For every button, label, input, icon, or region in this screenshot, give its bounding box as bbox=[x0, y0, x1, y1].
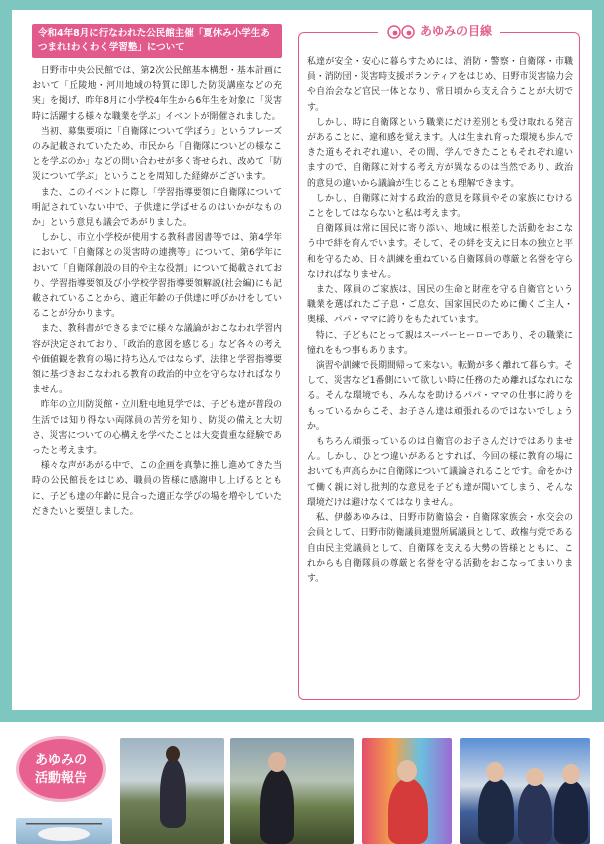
badge-line-1: あゆみの bbox=[34, 753, 87, 768]
activity-photo-2 bbox=[230, 738, 354, 844]
helicopter-icon bbox=[16, 818, 112, 844]
eyes-icon bbox=[386, 24, 416, 40]
article-title: 令和4年8月に行なわれた公民館主催「夏休み小学生あつまれ!わくわく学習塾」について bbox=[32, 24, 282, 58]
opinion-body bbox=[307, 55, 573, 587]
opinion-title: あゆみの目線 bbox=[419, 24, 492, 38]
left-paragraph-6: 昨年の立川防災館・立川駐屯地見学では、子ども達が普段の生活では知り得ない両隊員の苦労を知り、防災の備えと大切さ、災害についての心構えを学べたことは大変貴重な経験であったと考えます。 bbox=[32, 400, 282, 457]
opinion-header bbox=[299, 19, 579, 45]
activity-photo-4 bbox=[460, 738, 590, 844]
activity-photo-1 bbox=[120, 738, 224, 844]
right-paragraph-6: 特に、子どもにとって親はスーパーヒーローであり、その職業に憧れをもつ事もあります。 bbox=[307, 330, 573, 356]
right-paragraph-3: しかし、自衛隊に対する政治的意見を隊員やその家族にむけることをしてはならないと私は考えます。 bbox=[307, 193, 573, 220]
left-body bbox=[32, 64, 282, 520]
helicopter-photo bbox=[16, 818, 112, 844]
left-paragraph-2: 当初、募集要項に「自衛隊について学ぼう」というフレーズのみ記載されていたため、市民から「自衛隊についどの様なことを学ぶのか」などの問い合わせが多く寄せられ、改めて「防災について学ぶ」ということを周知した経緯がございます。 bbox=[32, 126, 282, 183]
right-paragraph-7: 演習や訓練で長期間帰って来ない。転勤が多く離れて暮らす。そして、災害など1番側にいて欲しい時に任務のため離ればなれになる。そんな環境でも、みんなを助けるパパ・ママの仕事に誇りをもっているからこそ、お子さん達は頑張れるのではないでしょうか。 bbox=[307, 361, 573, 432]
newsletter-page bbox=[12, 10, 592, 710]
left-column bbox=[32, 24, 282, 520]
left-paragraph-1: 日野市中央公民館では、第2次公民館基本構想・基本計画において「丘陵地・河川地域の特質に即した防災講座などの充実」を掲げ、昨年8月に小学校4年生から6年生を対象に「災害時に活躍する様々な職業を学ぶ」イベントが開催されました。 bbox=[32, 66, 282, 122]
activity-photo-3 bbox=[362, 738, 452, 844]
right-paragraph-8: もちろん頑張っているのは自衛官のお子さんだけではありません。しかし、ひとつ違いがあるとすれば、今回の様に教育の場においても声高らかに自衛隊について議論されることです。命をかけて働く親に対し批判的な意見を子ども達が聞いてしまう、そんな環境だけは避けなくてはなりません。 bbox=[307, 437, 573, 508]
badge-line-2: 活動報告 bbox=[34, 771, 87, 786]
right-paragraph-2: しかし、時に自衛隊という職業にだけ差別とも受け取れる発言があることに、違和感を覚えます。人は生まれ育った環境も歩んできた道もそれぞれ違い、その間、学んできたこともそれぞれ違いますので、自衛隊に対する考え方が異なるのは当然であり、政治的意見の違いから議論が生じることも理解できます。 bbox=[307, 117, 573, 189]
left-paragraph-4: しかし、市立小学校が使用する教科書図書等では、第4学年において「自衛隊との災害時の連携等」について、第6学年において「自衛隊創設の目的や主な役割」について掲載されており、学習指導要領及び小学校学習指導要領解説(社会編)にも記載されていることから、適正年齢の子供達に呼びかけをしていることが分かります。 bbox=[32, 233, 282, 320]
activity-report-badge bbox=[16, 736, 106, 802]
right-paragraph-1: 私達が安全・安心に暮らすためには、消防・警察・自衛隊・市職員・消防団・災害時支援ボランティアをはじめ、日野市災害協力会や自治会など官民一体となり、常日頃から支え合うことが大切です。 bbox=[307, 57, 573, 113]
opinion-box bbox=[298, 24, 580, 700]
right-paragraph-9: 私、伊藤あゆみは、日野市防衛協会・自衛隊家族会・水交会の会員として、日野市防衛議員連盟所属議員として、政権与党である自由民主党議員として、自衛隊を支える大勢の皆様とともに、これからも自衛隊員の尊厳と名誉を守る活動をおこなってまいります。 bbox=[307, 513, 573, 584]
right-paragraph-5: また、隊員のご家族は、国民の生命と財産を守る自衛官という職業を選ばれたご子息・ご息女、国家国民のために働くご主人・奥様、パパ・ママに誇りをもたれています。 bbox=[307, 285, 573, 326]
right-paragraph-4: 自衛隊員は常に国民に寄り添い、地域に根差した活動をおこなう中で絆を育んでいます。そして、その絆を支えに日本の独立と平和を守るため、日々訓練を重ねている自衛隊員の尊厳と名誉を守らなければなりません。 bbox=[307, 224, 573, 280]
left-paragraph-3: また、このイベントに際し「学習指導要領に自衛隊について明記されていない中で、子供達に学ばせるのはいかがなものか」という意見も議会であがりました。 bbox=[32, 187, 282, 229]
left-paragraph-7: 様々な声があがる中で、この企画を真摯に推し進めてきた当時の公民館長をはじめ、職員の皆様に感謝申し上げるとともに、子ども達の年齢に見合った適正な学びの場を増やしていただきたいと要望しました。 bbox=[32, 461, 282, 517]
activity-report-strip bbox=[0, 722, 604, 844]
left-paragraph-5: また、教科書ができるまでに様々な議論がおこなわれ学習内容が決定されており、「政治的意図を感じる」など各々の考えや価値観を教育の場に持ち込んではならず、法律と学習指導要領に基づきおこなわれる教育の政治的中立を守らなければなりません。 bbox=[32, 324, 282, 396]
